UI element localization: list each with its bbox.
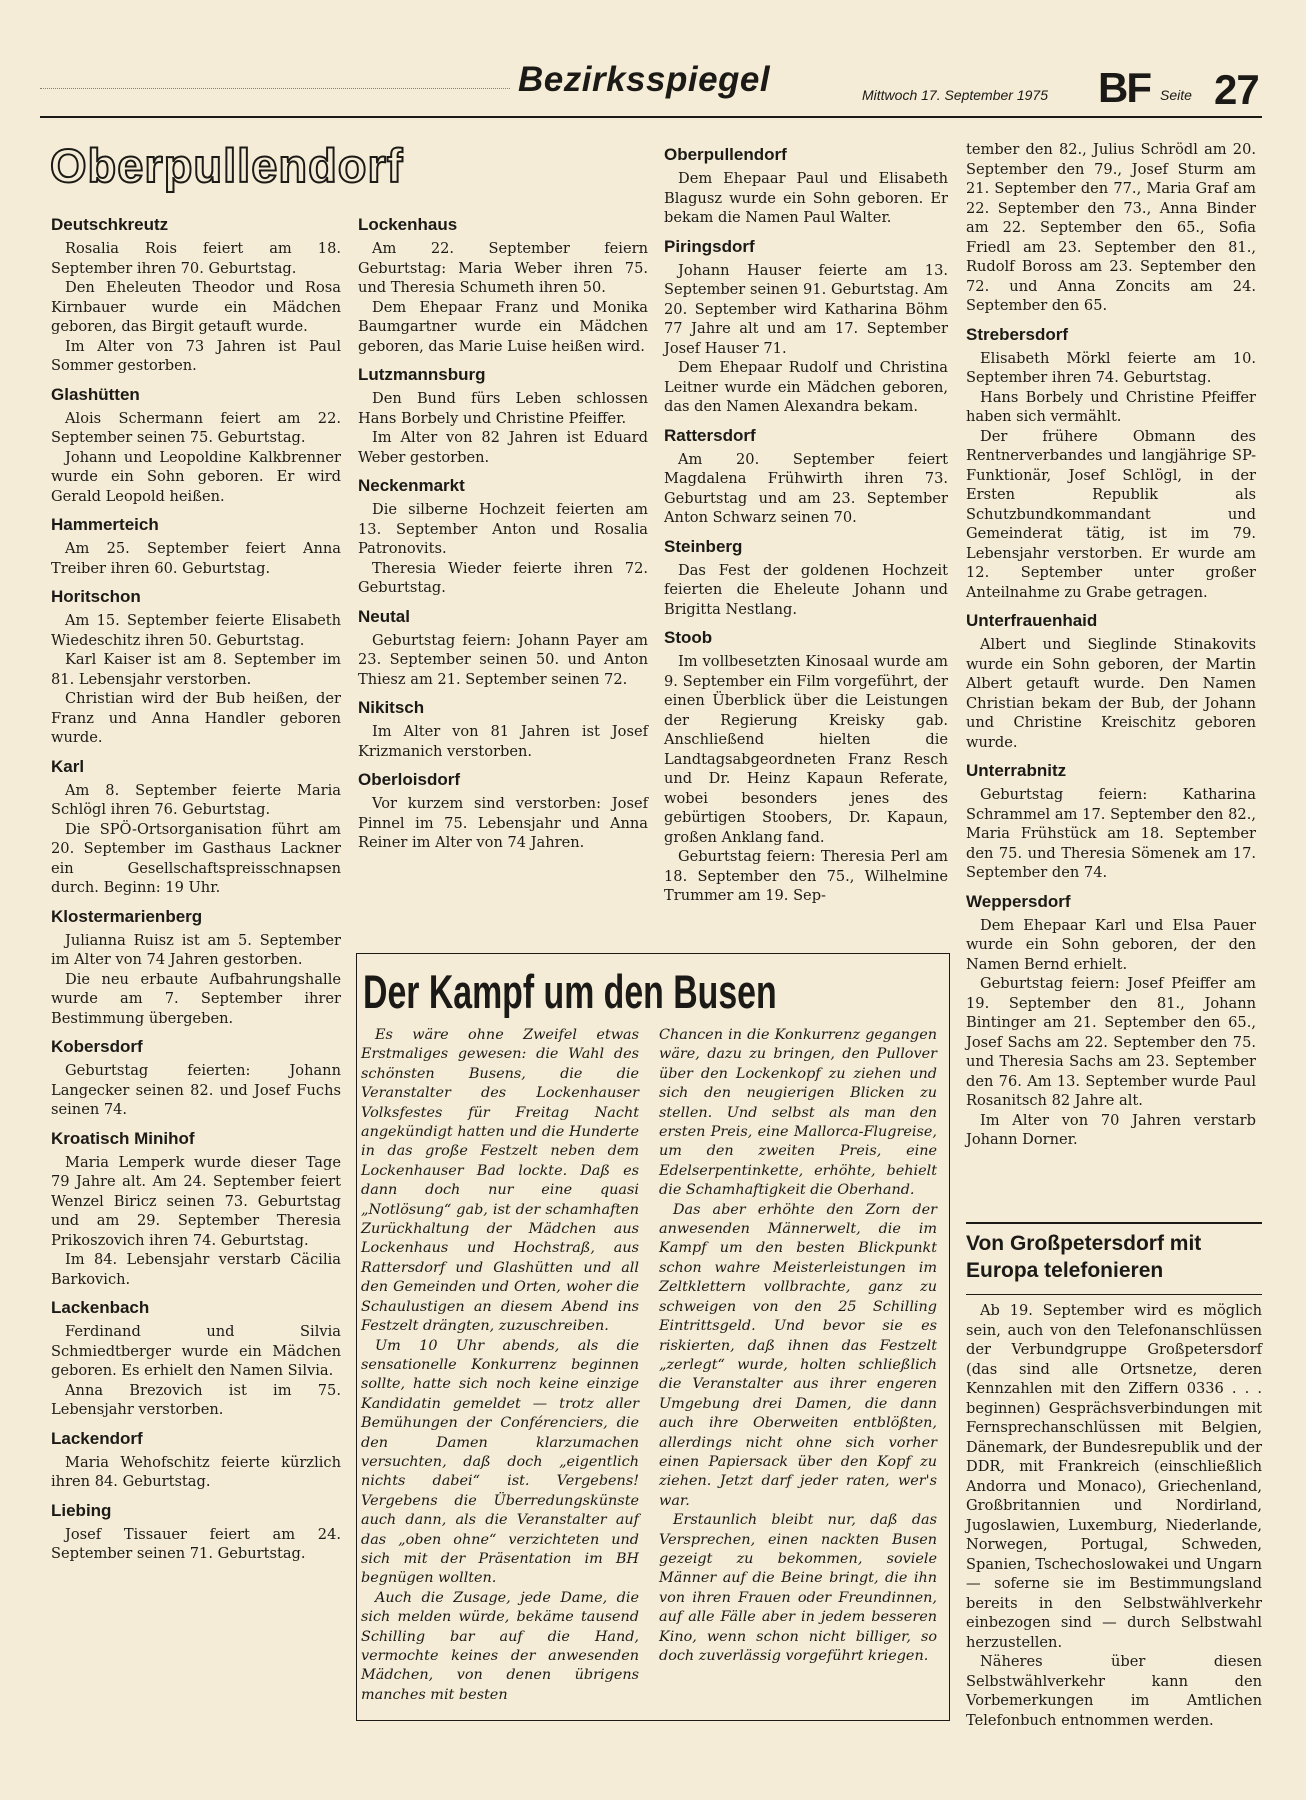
news-item (664, 536, 948, 620)
news-item-heading: Unterrabnitz (966, 761, 1067, 780)
news-item-text: Vor kurzem sind verstorben: Josef Pinnel im 75. Lebensjahr und Anna Reiner im Alter von 74 Jahren. (358, 795, 648, 851)
feature-box (356, 953, 950, 1721)
news-item (51, 1128, 341, 1290)
page-number: 27 (1214, 66, 1259, 113)
news-item-text: Dem Ehepaar Karl und Elsa Pauer wurde ein Sohn geboren, der den Namen Bernd erhielt. (966, 916, 1256, 973)
news-item-text: Am 25. September feiert Anna Treiber ihren 60. Geburtstag. (51, 540, 341, 577)
news-item-text: Maria Wehofschitz feierte kürzlich ihren 84. Geburtstag. (51, 1453, 341, 1490)
news-item-text: Elisabeth Mörkl feierte am 10. September ihren 74. Geburtstag. (966, 349, 1256, 386)
news-item (51, 1036, 341, 1120)
news-item-text: Albert und Sieglinde Stinakovits wurde ein Sohn geboren, der Martin Albert getauft wurde. Den Namen Christian bekam der Bub, der Johann und Christine Kreischitz geboren wurde. (966, 636, 1256, 751)
news-item-heading: Oberloisdorf (358, 770, 461, 789)
news-item-text: Dem Ehepaar Rudolf und Christina Leitner wurde ein Mädchen geboren, das den Namen Alexandra bekam. (664, 359, 948, 415)
news-item-text: Im vollbesetzten Kinosaal wurde am 9. September ein Film vorgeführt, der einen Überblick über die Leistungen der Regierung Kreisky gab. Anschließend hielten die Landtagsabgeordneten Franz Resch und Dr. Heinz Kapaun Referate, wobei besonders jenes des gebürtigen Stoobers, Dr. Kapaun, großen Anklang fand. (664, 653, 948, 846)
news-item-text: Geburtstag feiern: Johann Payer am 23. September seinen 50. und Anton Thiesz am 21. September seinen 72. (358, 631, 648, 688)
news-item-text: Geburtstag feiern: Josef Pfeiffer am 19. September den 81., Johann Bintinger am 21. September den 65., Josef Sachs am 22. September den 75. und Theresia Sachs am 23. September den 76. Am 13. September wurde Paul Rosanitsch 82 Jahre alt. (966, 975, 1256, 1109)
telephone-rule-top (966, 1222, 1262, 1224)
telephone-paragraph: Näheres über diesen Selbstwählverkehr kann den Vorbemerkungen im Amtlichen Telefonbuch entnommen werden. (966, 1653, 1262, 1729)
news-item-heading: Rattersdorf (664, 425, 756, 445)
feature-headline: Der Kampf um den Busen (363, 965, 777, 1018)
news-item-text: Die SPÖ-Ortsorganisation führt am 20. September im Gasthaus Lackner ein Gesellschaftspreisschnapsen durch. Beginn: 19 Uhr. (51, 820, 341, 896)
news-item (966, 610, 1256, 752)
news-item-heading: Lackenbach (51, 1298, 150, 1317)
news-item-text: Im Alter von 82 Jahren ist Eduard Weber gestorben. (358, 429, 648, 466)
column-2 (358, 214, 648, 861)
news-item-heading: Oberpullendorf (664, 145, 787, 164)
feature-paragraph: Um 10 Uhr abends, als die sensationelle Konkurrenz beginnen sollte, hatte sich noch keine einzige Kandidatin gemeldet — trotz aller Bemühungen der Conférenciers, die den Damen klarzumachen versuchten, daß doch „eigentlich nichts dabei“ ist. Vergebens! Vergebens die Überredungskünste auch dann, als die Veranstalter auf das „oben ohne“ verzichteten und sich mit der Präsentation im BH begnügen wollten. (361, 1337, 639, 1587)
news-item-text: Im Alter von 73 Jahren ist Paul Sommer gestorben. (51, 337, 341, 374)
news-item-text: Christian wird der Bub heißen, der Franz und Anna Handler geboren wurde. (51, 690, 341, 746)
telephone-article (966, 1222, 1262, 1730)
news-item-text: Dem Ehepaar Franz und Monika Baumgartner wurde ein Mädchen geboren, das Marie Luise heißen wird. (358, 298, 648, 355)
news-item (664, 425, 948, 528)
news-item-heading: Strebersdorf (966, 324, 1069, 344)
news-item-heading: Lackendorf (51, 1428, 143, 1448)
telephone-rule-bottom (966, 1294, 1262, 1295)
news-item (51, 384, 341, 507)
news-item (51, 514, 341, 578)
news-item-text: Am 20. September feiert Magdalena Frühwirth ihren 73. Geburtstag und am 23. September Anton Schwarz seinen 70. (664, 450, 948, 526)
news-item-text: Das Fest der goldenen Hochzeit feierten die Eheleute Johann und Brigitta Nestlang. (664, 561, 948, 618)
news-item (664, 144, 948, 228)
news-item (966, 891, 1256, 1150)
news-item-text: Josef Tissauer feiert am 24. September seinen 71. Geburtstag. (51, 1525, 341, 1562)
news-item-heading: Hammerteich (51, 515, 159, 534)
news-item (358, 697, 648, 761)
news-item-heading: Klostermarienberg (51, 906, 203, 926)
news-item-text: Den Bund fürs Leben schlossen Hans Borbely und Christine Pfeiffer. (358, 390, 648, 427)
news-item (358, 475, 648, 598)
column-4 (966, 140, 1256, 1158)
telephone-body (966, 1301, 1262, 1730)
news-item-text: Johann und Leopoldine Kalkbrenner wurde ein Sohn geboren. Er wird Gerald Leopold heißen. (51, 448, 341, 505)
news-item-heading: Kroatisch Minihof (51, 1128, 195, 1148)
news-item-text: Geburtstag feiern: Katharina Schrammel am 17. September den 82., Maria Frühstück am 18. September den 75. und Theresia Sömenek am 17. September den 74. (966, 786, 1256, 881)
news-item-text: Den Eheleuten Theodor und Rosa Kirnbauer wurde ein Mädchen geboren, das Birgit getauft wurde. (51, 279, 341, 335)
news-item-heading: Steinberg (664, 536, 743, 556)
header-rule (40, 116, 1262, 118)
news-item-text: Die silberne Hochzeit feierten am 13. September Anton und Rosalia Patronovits. (358, 501, 648, 557)
news-item (358, 214, 648, 356)
news-item-text: Am 8. September feierte Maria Schlögl ihren 76. Geburtstag. (51, 781, 341, 818)
feature-paragraph: Es wäre ohne Zweifel etwas Erstmaliges gewesen: die Wahl des schönsten Busens, die die Veranstalter des Lockenhauser Volksfestes für Freitag Nacht angekündigt hatten und die Hunderte in das große Festzelt neben dem Lockenhauser Bad lockte. Daß es dann doch nur eine quasi „Notlösung“ gab, ist der schamhaften Zurückhaltung der Mädchen aus Lockenhaus und Hochstraß, aus Rattersdorf und Glashütten und all den Gemeinden und Orten, woher die Schaulustigen an diesem Abend ins Festzelt drängten, zuzuschreiben. (361, 1027, 639, 1335)
news-item-text: Im Alter von 70 Jahren verstarb Johann Dorner. (966, 1111, 1256, 1148)
news-item-text: Dem Ehepaar Paul und Elisabeth Blagusz wurde ein Sohn geboren. Er bekam die Namen Paul Walter. (664, 170, 948, 226)
telephone-headline: Von Großpetersdorf mit Europa telefonieren (966, 1232, 1202, 1282)
news-item-heading: Neutal (358, 606, 410, 626)
feature-paragraph: Chancen in die Konkurrenz gegangen wäre, dazu zu bringen, den Pullover über den Lockenkopf zu ziehen und sich den neugierigen Blicken zu stellen. Und selbst als man den ersten Preis, eine Mallorca-Flugreise, um den zweiten Preis, eine Edelserpentinkette, erhöhte, behielt die Schamhaftigkeit die Oberhand. (659, 1027, 937, 1199)
news-item-text: Maria Lemperk wurde dieser Tage 79 Jahre alt. Am 24. September feiert Wenzel Biricz seinen 73. Geburtstag und am 29. September Theresia Prikoszovich ihren 74. Geburtstag. (51, 1153, 341, 1249)
news-item-heading: Lutzmannsburg (358, 365, 486, 384)
feature-paragraph: Auch die Zusage, jede Dame, die sich melden würde, bekäme tausend Schilling bar auf die Hand, vermochte keines der anwesenden Mädchen, von denen übrigens manches mit besten (361, 1589, 639, 1703)
news-item-heading: Liebing (51, 1500, 112, 1520)
column-3 (664, 144, 948, 914)
news-item-text: Rosalia Rois feiert am 18. September ihren 70. Geburtstag. (51, 240, 341, 277)
news-item-text: Hans Borbely und Christine Pfeiffer haben sich vermählt. (966, 388, 1256, 425)
issue-date: Mittwoch 17. September 1975 (862, 87, 1048, 103)
news-item (966, 760, 1256, 883)
news-item-text: Am 22. September feiern Geburtstag: Maria Weber ihren 75. und Theresia Schumeth ihren 50. (358, 240, 648, 296)
news-item (966, 324, 1256, 603)
section-title: Bezirksspiegel (518, 60, 771, 99)
news-item-text: Theresia Wieder feierte ihren 72. Geburtstag. (358, 559, 648, 596)
news-item-heading: Deutschkreutz (51, 215, 169, 234)
news-item-heading: Neckenmarkt (358, 476, 465, 495)
feature-column-1 (361, 1026, 639, 1705)
news-item-heading: Horitschon (51, 587, 141, 606)
news-item (51, 1500, 341, 1564)
news-item-text: Karl Kaiser ist am 8. September im 81. Lebensjahr verstorben. (51, 651, 341, 688)
newspaper-logo: BF (1098, 64, 1150, 111)
news-item (358, 769, 648, 853)
news-item (51, 214, 341, 376)
region-title: Oberpullendorf (50, 139, 404, 192)
news-item-text: Im 84. Lebensjahr verstarb Cäcilia Barkovich. (51, 1251, 341, 1288)
news-item (51, 1297, 341, 1420)
news-item (51, 586, 341, 748)
news-item (51, 756, 341, 898)
news-item-heading: Stoob (664, 628, 713, 647)
column-1 (51, 214, 341, 1572)
news-item-text: Der frühere Obmann des Rentnerverbandes und langjährige SP-Funktionär, Josef Schlögl, in der Ersten Republik als Schutzbundkommandant und Gemeinderat tätig, ist im 79. Lebensjahr verstorben. Er wurde am 12. September unter großer Anteilnahme zu Grabe getragen. (966, 427, 1256, 601)
news-item-heading: Unterfrauenhaid (966, 611, 1098, 630)
feature-paragraph: Das aber erhöhte den Zorn der anwesenden Männerwelt, die im Kampf um den besten Blickpunkt schon wahre Meisterleistungen im Zeltklettern vollbrachte, ganz zu schweigen von den 25 Schilling Eintrittsgeld. Und bevor sie es riskierten, daß ihnen das Festzelt „zerlegt“ wurde, holten schließlich die Veranstalter aus ihrer engeren Umgebung drei Damen, die dann auch ihre Oberweiten entblößten, allerdings nicht ohne sich vorher einen Papiersack über den Kopf zu ziehen. Jetzt darf jeder raten, wer's war. (659, 1201, 937, 1509)
news-item-text: Die neu erbaute Aufbahrungshalle wurde am 7. September ihrer Bestimmung übergeben. (51, 970, 341, 1027)
news-item-text: Julianna Ruisz ist am 5. September im Alter von 74 Jahren gestorben. (51, 931, 341, 968)
news-item-heading: Lockenhaus (358, 215, 458, 234)
news-item (664, 627, 948, 906)
news-item-text: Am 15. September feierte Elisabeth Wiedeschitz ihren 50. Geburtstag. (51, 612, 341, 649)
news-item-text: Geburtstag feiern: Theresia Perl am 18. September den 75., Wilhelmine Trummer am 19. Sep- (664, 848, 948, 904)
news-item-heading: Weppersdorf (966, 891, 1071, 911)
news-item-text: Geburtstag feierten: Johann Langecker seinen 82. und Josef Fuchs seinen 74. (51, 1062, 341, 1118)
news-item-heading: Piringsdorf (664, 236, 755, 256)
news-item-heading: Nikitsch (358, 698, 425, 717)
news-item-text: Alois Schermann feiert am 22. September seinen 75. Geburtstag. (51, 409, 341, 446)
news-item-text: Ferdinand und Silvia Schmiedtberger wurde ein Mädchen geboren. Es erhielt den Namen Silvia. (51, 1323, 341, 1379)
news-item-heading: Glashütten (51, 384, 140, 404)
feature-paragraph: Erstaunlich bleibt nur, daß das Versprechen, einen nackten Busen gezeigt zu bekommen, soviele Männer auf die Beine bringt, die ihn von ihren Frauen oder Freundinnen, auf alle Fälle aber in jedem besseren Kino, wenn schon nicht billiger, so doch zuverlässig vorgeführt kriegen. (659, 1512, 937, 1664)
header-dotted-rule (40, 88, 510, 89)
news-item-text: Im Alter von 81 Jahren ist Josef Krizmanich verstorben. (358, 723, 648, 760)
news-item (51, 1428, 341, 1492)
continuation-text: tember den 82., Julius Schrödl am 20. September den 79., Josef Sturm am 21. September den 77., Maria Graf am 22. September den 73., Anna Binder am 22. September den 65., Sofia Friedl am 23. September den 81., Rudolf Boross am 23. September den 72. und Anna Zoncits am 24. September den 65. (966, 141, 1256, 314)
continuation-article (966, 140, 1256, 316)
news-item (358, 364, 648, 467)
seite-label: Seite (1160, 87, 1192, 103)
column-4-articles (966, 324, 1256, 1150)
feature-column-2 (659, 1026, 937, 1666)
news-item (664, 236, 948, 417)
news-item-heading: Karl (51, 756, 85, 776)
page-header (40, 60, 1270, 120)
news-item-heading: Kobersdorf (51, 1037, 143, 1056)
news-item (51, 906, 341, 1029)
news-item-text: Anna Brezovich ist im 75. Lebensjahr verstorben. (51, 1381, 341, 1418)
telephone-paragraph: Ab 19. September wird es möglich sein, auch von den Telefonanschlüssen der Verbundgruppe Großpetersdorf (das sind alle Ortsnetze, deren Kennzahlen mit den Ziffern 0336 . . . beginnen) Gesprächsverbindungen mit Fernsprechanschlüssen mit Belgien, Dänemark, der Bundesrepublik und der DDR, mit Frankreich (einschließlich Andorra und Monaco), Griechenland, Großbritannien und Nordirland, Jugoslawien, Luxemburg, Niederlande, Norwegen, Portugal, Schweden, Spanien, Tschechoslowakei und Ungarn — soferne sie im Bestimmungsland bereits in den Selbstwählverkehr einbezogen sind — durch Selbstwahl herzustellen. (966, 1302, 1262, 1651)
news-item-text: Johann Hauser feierte am 13. September seinen 91. Geburtstag. Am 20. September wird Katharina Böhm 77 Jahre alt und am 17. September Josef Hauser 71. (664, 261, 948, 357)
news-item (358, 606, 648, 690)
